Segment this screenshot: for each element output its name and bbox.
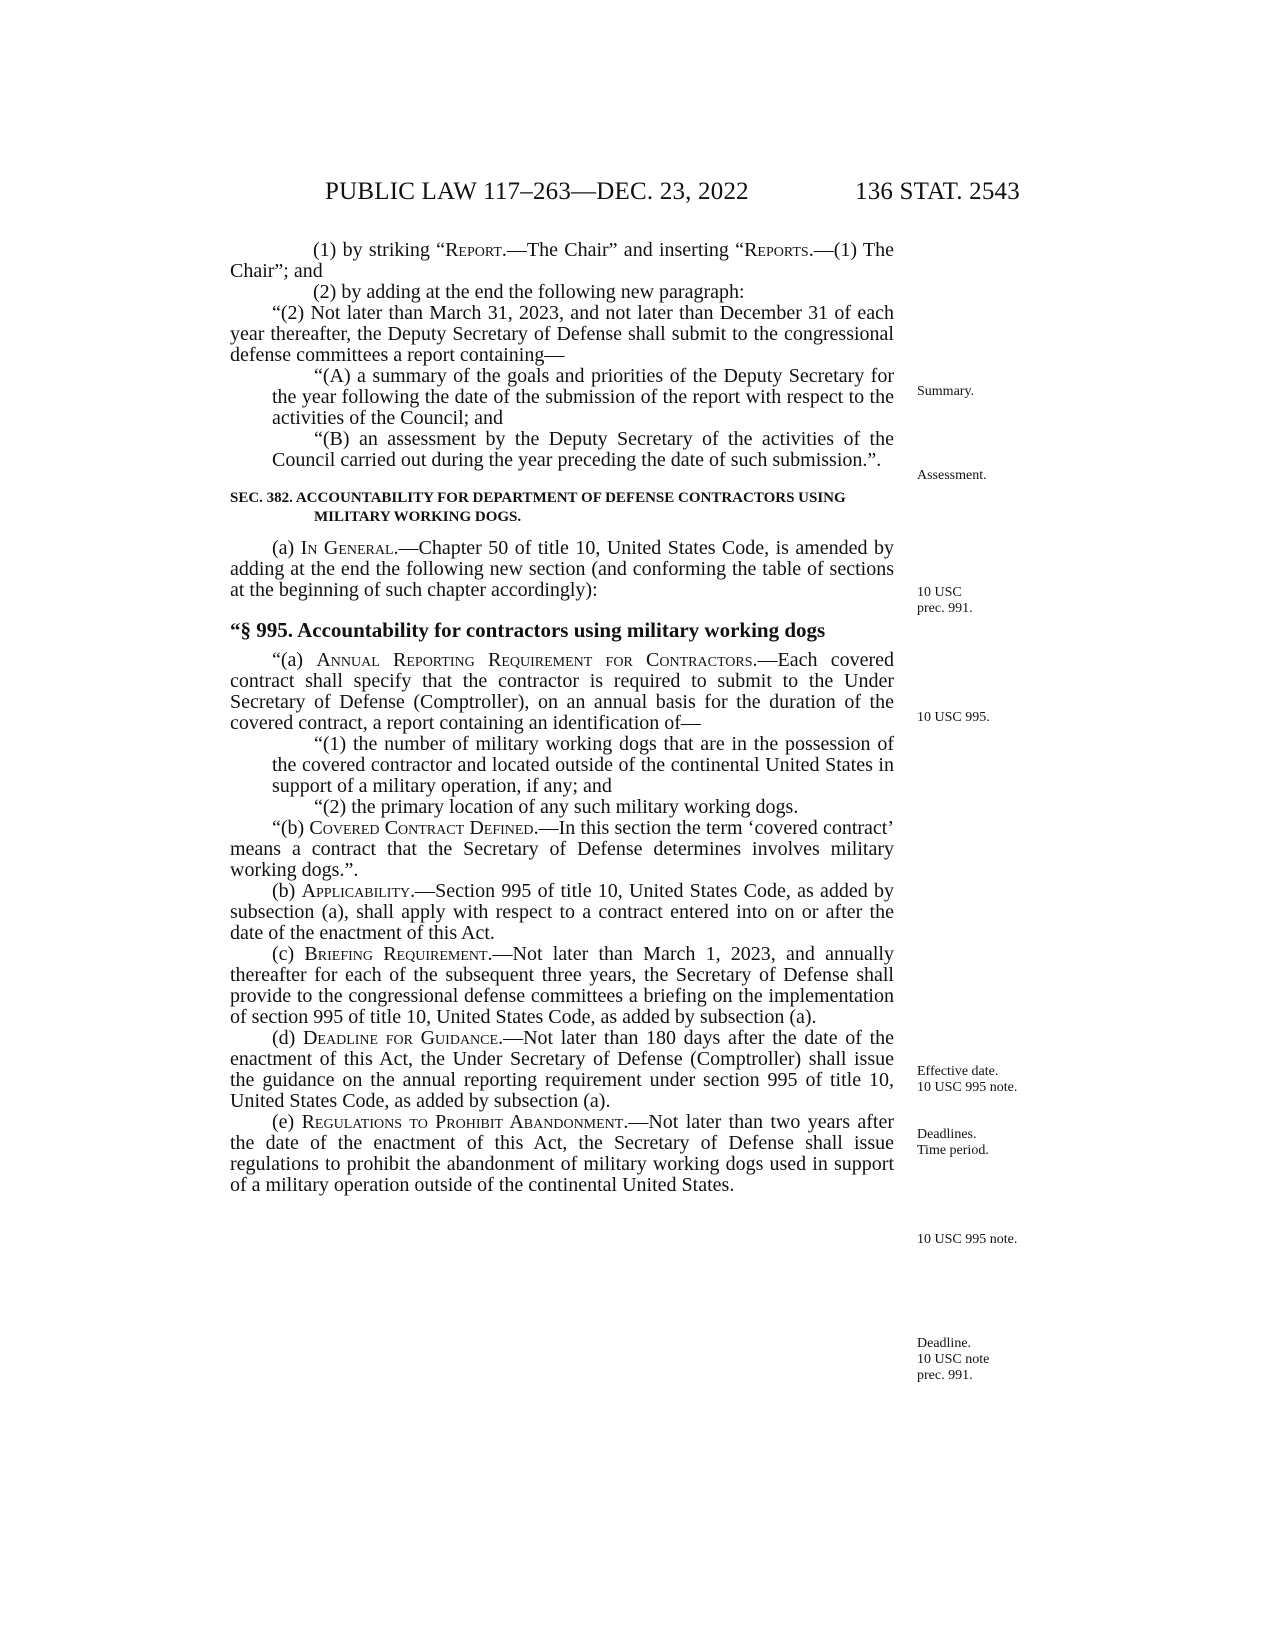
s995-paragraph-1: “(1) the number of military working dogs that are in the possession of the covered contractor and located outside of the continental United States in support of a military operation, if any; and [272,733,894,797]
page-header [0,178,1275,214]
paragraph-a-summary: “(A) a summary of the goals and priorities of the Deputy Secretary for the year following the date of the submission of the report with respect to the activities of the Council; and [272,365,894,429]
margin-note-assessment: Assessment. [917,468,987,483]
margin-note-summary: Summary. [917,384,975,399]
subsection-d-guidance: (d) Deadline for Guidance.—Not later than 180 days after the date of the enactment of this Act, the Under Secretary of Defense (Comptroller) shall issue the guidance on the annual reporting requirement under section 995 of title 10, United States Code, as added by subsection (a). [230,1027,895,1112]
s995-paragraph-2: “(2) the primary location of any such military working dogs. [314,796,799,818]
s995-subsection-b: “(b) Covered Contract Defined.—In this section the term ‘covered contract’ means a contract that the Secretary of Defense determines involves military working dogs.”. [230,817,895,881]
s995-subsection-a: “(a) Annual Reporting Requirement for Contractors.—Each covered contract shall specify that the contractor is required to submit to the Under Secretary of Defense (Comptroller), on an annual basis for the duration of the covered contract, a report containing an identification of— [230,649,894,734]
subsection-c-briefing: (c) Briefing Requirement.—Not later than March 1, 2023, and annually thereafter for each of the subsequent three years, the Secretary of Defense shall provide to the congressional defense committees a briefing on the implementation of section 995 of title 10, United States Code, as added by subsection (a). [230,943,894,1028]
margin-note-usc-995-note: 10 USC 995 note. [917,1232,1018,1247]
section-382-heading: SEC. 382. ACCOUNTABILITY FOR DEPARTMENT OF DEFENSE CONTRACTORS USING MILITARY WORKING DOGS. [230,490,846,525]
margin-note-deadline: Deadline. 10 USC note prec. 991. [917,1336,990,1383]
paragraph-b-assessment: “(B) an assessment by the Deputy Secretary of the activities of the Council carried out during the year preceding the date of such submission.”. [272,428,894,471]
subsection-b-applicability: (b) Applicability.—Section 995 of title 10, United States Code, as added by subsection (a), shall apply with respect to a contract entered into on or after the date of the enactment of this Act. [230,880,895,944]
section-995-heading: “§ 995. Accountability for contractors using military working dogs [230,618,826,642]
subsection-e-regulations: (e) Regulations to Prohibit Abandonment.—Not later than two years after the date of the enactment of this Act, the Secretary of Defense shall issue regulations to prohibit the abandonment of military working dogs used in support of a military operation outside of the continental United States. [230,1111,894,1196]
subsection-a-in-general: (a) In General.—Chapter 50 of title 10, United States Code, is amended by adding at the end the following new section (and conforming the table of sections at the beginning of such chapter accordingly): [230,537,894,601]
document-body [230,240,894,1196]
margin-note-usc-prec-991: 10 USC prec. 991. [917,585,973,616]
page-number: 136 STAT. 2543 [855,178,1020,205]
margin-note-usc-995: 10 USC 995. [917,710,990,725]
margin-note-deadlines: Deadlines. Time period. [917,1127,989,1158]
margin-note-effective-date: Effective date. 10 USC 995 note. [917,1064,1018,1095]
paragraph-new-2: “(2) Not later than March 31, 2023, and not later than December 31 of each year thereafter, the Deputy Secretary of Defense shall submit to the congressional defense committees a report containing— [230,302,894,366]
paragraph-add-new: (2) by adding at the end the following new paragraph: [313,281,745,303]
running-head-title: PUBLIC LAW 117–263—DEC. 23, 2022 [325,178,749,205]
paragraph-strike-report: (1) by striking “Report.—The Chair” and inserting “Reports.—(1) The Chair”; and [230,239,894,282]
